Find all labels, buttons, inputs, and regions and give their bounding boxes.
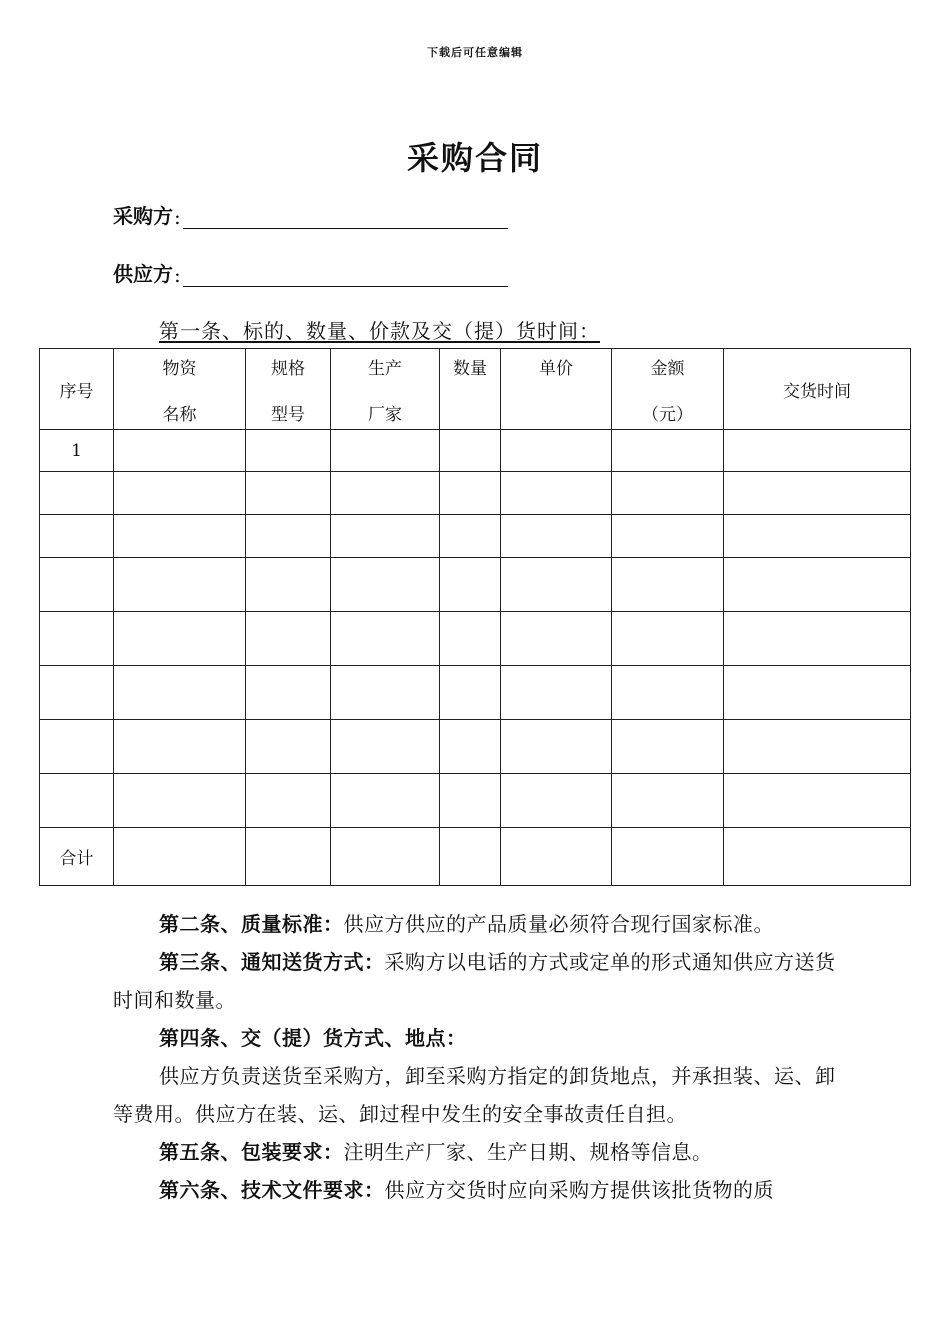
table-cell: [331, 515, 440, 558]
total-label: 合计: [40, 828, 114, 886]
table-cell: [612, 515, 724, 558]
table-row: [40, 558, 911, 612]
article-3-heading: 第三条、通知送货方式：: [159, 950, 385, 974]
article-5-text: 注明生产厂家、生产日期、规格等信息。: [343, 1140, 713, 1164]
table-row: [40, 720, 911, 774]
table-cell: [501, 558, 612, 612]
table-cell: [724, 612, 911, 666]
header-spec-model-line2: 型号: [271, 405, 305, 425]
table-row: [40, 666, 911, 720]
supplier-colon: :: [174, 263, 181, 287]
header-quantity: [440, 349, 501, 430]
table-header-row: [40, 349, 911, 430]
table-cell: [246, 472, 331, 515]
table-cell: [114, 612, 246, 666]
table-cell: [40, 472, 114, 515]
table-cell: [331, 774, 440, 828]
header-amount: [612, 349, 724, 430]
table-cell: [612, 774, 724, 828]
table-cell: [440, 515, 501, 558]
table-cell: [331, 612, 440, 666]
table-cell: [724, 774, 911, 828]
header-amount-line1: 金额: [650, 359, 685, 379]
table-cell: [612, 472, 724, 515]
table-cell: [114, 666, 246, 720]
article-6: [113, 1171, 843, 1209]
buyer-colon: :: [174, 205, 181, 229]
table-cell: [612, 720, 724, 774]
table-cell: [114, 472, 246, 515]
article-4-body-text: 供应方负责送货至采购方，卸至采购方指定的卸货地点，并承担装、运、卸等费用。供应方在装、运、卸过程中发生的安全事故责任自担。: [113, 1064, 836, 1126]
header-manufacturer-line1: 生产: [368, 359, 402, 379]
table-cell: [114, 774, 246, 828]
table-cell: [724, 558, 911, 612]
table-cell: [331, 472, 440, 515]
table-cell: [612, 558, 724, 612]
article-5-heading: 第五条、包装要求：: [159, 1140, 344, 1164]
header-unit-price-label: 单价: [539, 359, 573, 379]
table-row: [40, 774, 911, 828]
header-spec-model-line1: 规格: [271, 359, 305, 379]
table-cell: [331, 720, 440, 774]
table-cell: [440, 430, 501, 472]
article-2-heading: 第二条、质量标准：: [159, 912, 344, 936]
buyer-blank: [183, 208, 508, 229]
header-quantity-label: 数量: [453, 359, 487, 379]
contract-articles: [113, 905, 843, 1209]
table-cell: [114, 558, 246, 612]
supplier-label: 供应方: [113, 262, 173, 286]
table-row: [40, 472, 911, 515]
table-cell: [501, 612, 612, 666]
table-cell: [724, 472, 911, 515]
article-3: [113, 943, 843, 1019]
table-total-row: [40, 828, 911, 886]
table-cell: [246, 828, 331, 886]
table-cell: [246, 515, 331, 558]
supplier-line: [113, 258, 508, 287]
header-note: 下载后可任意编辑: [427, 46, 523, 59]
table-cell: [40, 612, 114, 666]
article-2: [113, 905, 843, 943]
table-cell: [724, 720, 911, 774]
article-2-text: 供应方供应的产品质量必须符合现行国家标准。: [343, 912, 774, 936]
table-cell: [501, 720, 612, 774]
header-manufacturer-line2: 厂家: [368, 405, 402, 425]
table-cell: [724, 430, 911, 472]
table-cell: [501, 828, 612, 886]
table-cell: [440, 720, 501, 774]
table-cell: [331, 666, 440, 720]
table-cell: [724, 515, 911, 558]
table-cell: [114, 515, 246, 558]
page-title: 采购合同: [406, 139, 543, 177]
table-cell: [331, 828, 440, 886]
article-1-heading: 第一条、标的、数量、价款及交（提）货时间：: [159, 319, 600, 343]
header-amount-line2: （元）: [642, 405, 693, 425]
table-cell: [501, 515, 612, 558]
buyer-line: [113, 200, 508, 229]
table-cell: [440, 828, 501, 886]
table-cell: [114, 430, 246, 472]
table-cell: [246, 558, 331, 612]
table-cell: [501, 430, 612, 472]
table-cell: [40, 666, 114, 720]
article-4: [113, 1019, 843, 1057]
header-material-name: [114, 349, 246, 430]
article-4-heading: 第四条、交（提）货方式、地点：: [159, 1026, 467, 1050]
table-cell: 1: [40, 430, 114, 472]
table-cell: [246, 720, 331, 774]
article-6-heading: 第六条、技术文件要求：: [159, 1178, 385, 1202]
table-cell: [612, 612, 724, 666]
table-cell: [440, 774, 501, 828]
table-cell: [612, 430, 724, 472]
table-cell: [440, 612, 501, 666]
article-3-text: 采购方以电话的方式或定单的形式通知供应方送货时间和数量。: [113, 950, 836, 1012]
table-row: [40, 515, 911, 558]
table-row: [40, 612, 911, 666]
table-cell: [612, 828, 724, 886]
goods-table: [39, 348, 911, 886]
table-cell: [724, 666, 911, 720]
article-4-body: [113, 1057, 843, 1133]
table-cell: [331, 430, 440, 472]
header-spec-model: [246, 349, 331, 430]
table-cell: [40, 515, 114, 558]
table-cell: [246, 666, 331, 720]
table-cell: [440, 558, 501, 612]
table-cell: [114, 828, 246, 886]
table-cell: [331, 558, 440, 612]
table-cell: [246, 612, 331, 666]
table-cell: [246, 774, 331, 828]
header-manufacturer: [331, 349, 440, 430]
article-6-text: 供应方交货时应向采购方提供该批货物的质: [384, 1178, 774, 1202]
table-cell: [246, 430, 331, 472]
table-row: [40, 430, 911, 472]
buyer-label: 采购方: [113, 204, 173, 228]
header-material-name-line2: 名称: [162, 405, 197, 425]
header-index: 序号: [40, 349, 114, 430]
table-cell: [440, 472, 501, 515]
header-delivery-time: 交货时间: [724, 349, 911, 430]
table-cell: [612, 666, 724, 720]
header-material-name-line1: 物资: [162, 359, 197, 379]
table-cell: [501, 774, 612, 828]
table-cell: [501, 472, 612, 515]
table-cell: [440, 666, 501, 720]
supplier-blank: [183, 266, 508, 287]
table-cell: [40, 720, 114, 774]
article-5: [113, 1133, 843, 1171]
table-cell: [724, 828, 911, 886]
table-cell: [114, 720, 246, 774]
table-cell: [501, 666, 612, 720]
header-unit-price: [501, 349, 612, 430]
table-cell: [40, 558, 114, 612]
table-cell: [40, 774, 114, 828]
